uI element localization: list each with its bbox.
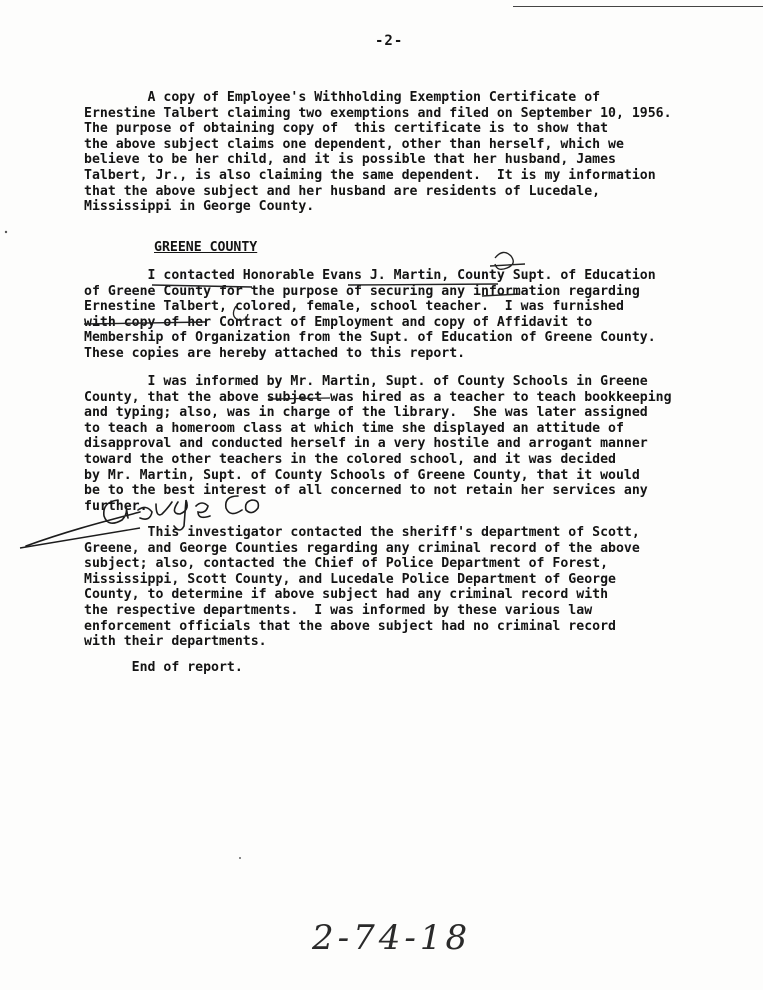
- page-number: -2-: [375, 33, 404, 49]
- scan-edge-mark: [513, 0, 763, 7]
- paragraph-withholding-certificate: A copy of Employee's Withholding Exemption Certificate of Ernestine Talbert claiming two exemptions and filed on September 10, 1956. The purpose of obtaining copy of this certificate is to show that the above subject claims one dependent, other than herself, which we believe to be her child, and it is possible that her husband, James Talbert, Jr., is also claiming the same dependent. It is my information that the above subject and her husband are residents of Lucedale, Mississippi in George County.: [84, 90, 672, 215]
- scan-dot: [5, 231, 7, 233]
- handwritten-circle-mark: [490, 252, 525, 269]
- section-heading-greene-county: GREENE COUNTY: [154, 240, 258, 255]
- paragraph-contact-supt: I contacted Honorable Evans J. Martin, County Supt. of Education of Greene County for the purpose of securing any information regarding Ernestine Talbert, colored, female, school teacher. I was furnished with copy of her Contract of Employment and copy of Affidavit to Membership of Organization from the Supt. of Education of Greene County. These copies are hereby attached to this report.: [84, 268, 656, 361]
- handwritten-number: 2-74-18: [312, 918, 472, 958]
- scan-dot: [239, 857, 241, 859]
- paragraph-criminal-record-check: This investigator contacted the sheriff's department of Scott, Greene, and George Counties regarding any criminal record of the above subject; also, contacted the Chief of Police Department of Forest, Mississippi, Scott County, and Lucedale Police Department of George County, to determine if above subject had any criminal record with the respective departments. I was informed by these various law enforcement officials that the above subject had no criminal record with their departments.: [84, 525, 640, 650]
- paragraph-employment-details: I was informed by Mr. Martin, Supt. of County Schools in Greene County, that the above subject was hired as a teacher to teach bookkeeping and typing; also, was in charge of the library. She was later assigned to teach a homeroom class at which time she displayed an attitude of disapproval and conducted herself in a very hostile and arrogant manner toward the other teachers in the colored school, and it was decided by Mr. Martin, Supt. of County Schools of Greene County, that it would be to the best interest of all concerned to not retain her services any further.: [84, 374, 672, 514]
- closing-line: End of report.: [84, 660, 243, 675]
